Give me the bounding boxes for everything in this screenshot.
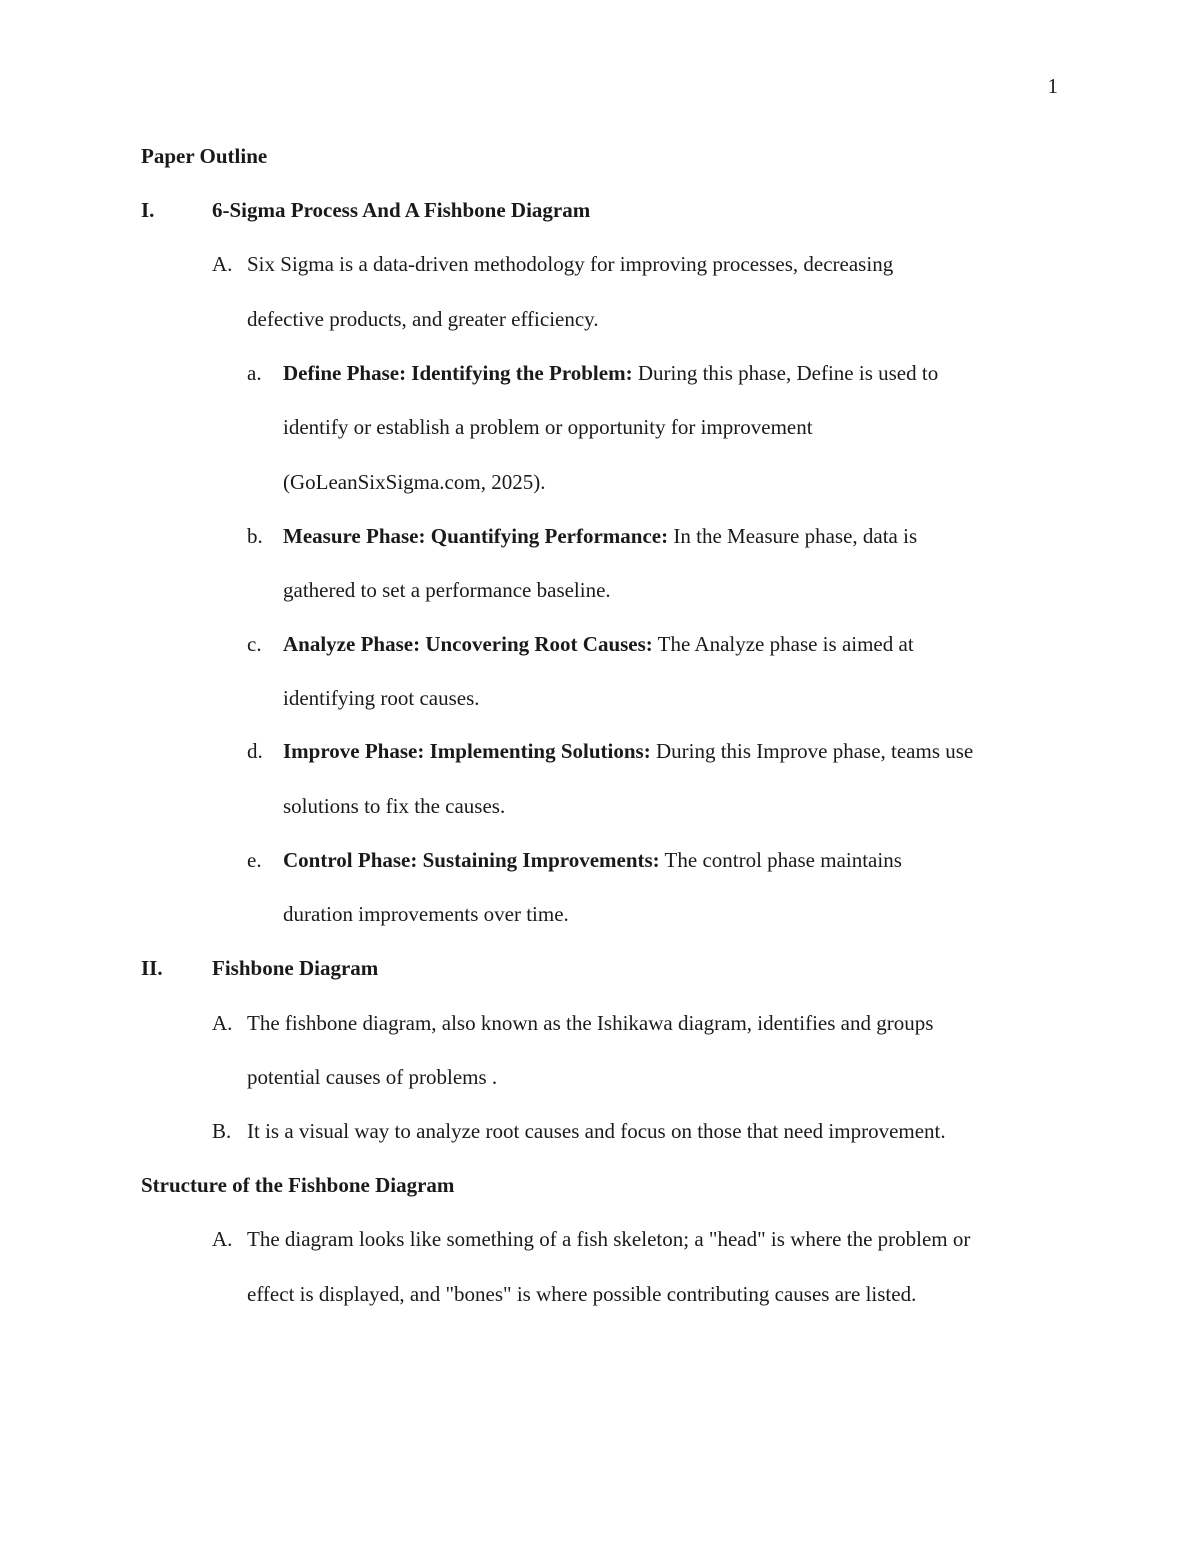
subitem-continuation: solutions to fix the causes. — [283, 794, 506, 818]
subitem-label: Improve Phase: Implementing Solutions: — [283, 739, 651, 763]
subitem-continuation: identify or establish a problem or opportunity for improvement — [283, 415, 813, 439]
subitem-continuation: (GoLeanSixSigma.com, 2025). — [283, 470, 546, 494]
list-item-text: potential causes of problems . — [247, 1065, 498, 1089]
subitem-marker: a. — [247, 361, 262, 385]
document-title: Paper Outline — [141, 144, 268, 168]
section-numeral: I. — [141, 198, 155, 222]
list-item-text: The diagram looks like something of a fish skeleton; a "head" is where the problem or — [247, 1227, 971, 1251]
list-item-text: The fishbone diagram, also known as the Ishikawa diagram, identifies and groups — [247, 1011, 934, 1035]
list-item-marker: B. — [212, 1119, 232, 1143]
subitem-marker: b. — [247, 524, 263, 548]
section-heading: 6-Sigma Process And A Fishbone Diagram — [212, 198, 591, 222]
subitem-label: Analyze Phase: Uncovering Root Causes: — [283, 632, 653, 656]
subitem-continuation: gathered to set a performance baseline. — [283, 578, 611, 602]
section-heading: Fishbone Diagram — [212, 956, 379, 980]
subitem-line — [283, 845, 902, 875]
list-item-marker: A. — [212, 1227, 233, 1251]
subitem-label: Define Phase: Identifying the Problem: — [283, 361, 633, 385]
subitem-text: During this Improve phase, teams use — [650, 739, 974, 763]
subitem-continuation: identifying root causes. — [283, 686, 480, 710]
subitem-text: In the Measure phase, data is — [668, 524, 918, 548]
subitem-marker: d. — [247, 739, 263, 763]
subitem-line — [283, 521, 917, 551]
list-item-text: effect is displayed, and "bones" is where possible contributing causes are listed. — [247, 1282, 917, 1306]
subitem-label: Control Phase: Sustaining Improvements: — [283, 848, 660, 872]
subitem-text: During this phase, Define is used to — [632, 361, 939, 385]
subitem-marker: e. — [247, 848, 262, 872]
list-item-text: It is a visual way to analyze root causes and focus on those that need improvement. — [247, 1119, 946, 1143]
subitem-marker: c. — [247, 632, 262, 656]
list-item-text: defective products, and greater efficiency. — [247, 307, 599, 331]
subitem-line — [283, 358, 938, 388]
page-number: 1 — [1047, 74, 1058, 98]
subitem-label: Measure Phase: Quantifying Performance: — [283, 524, 669, 548]
list-item-marker: A. — [212, 252, 233, 276]
subitem-text: The Analyze phase is aimed at — [652, 632, 914, 656]
structure-heading: Structure of the Fishbone Diagram — [141, 1173, 455, 1197]
subitem-continuation: duration improvements over time. — [283, 902, 569, 926]
subitem-line — [283, 629, 914, 659]
section-numeral: II. — [141, 956, 163, 980]
subitem-text: The control phase maintains — [659, 848, 902, 872]
list-item-text: Six Sigma is a data-driven methodology for improving processes, decreasing — [247, 252, 894, 276]
subitem-line — [283, 736, 973, 766]
list-item-marker: A. — [212, 1011, 233, 1035]
